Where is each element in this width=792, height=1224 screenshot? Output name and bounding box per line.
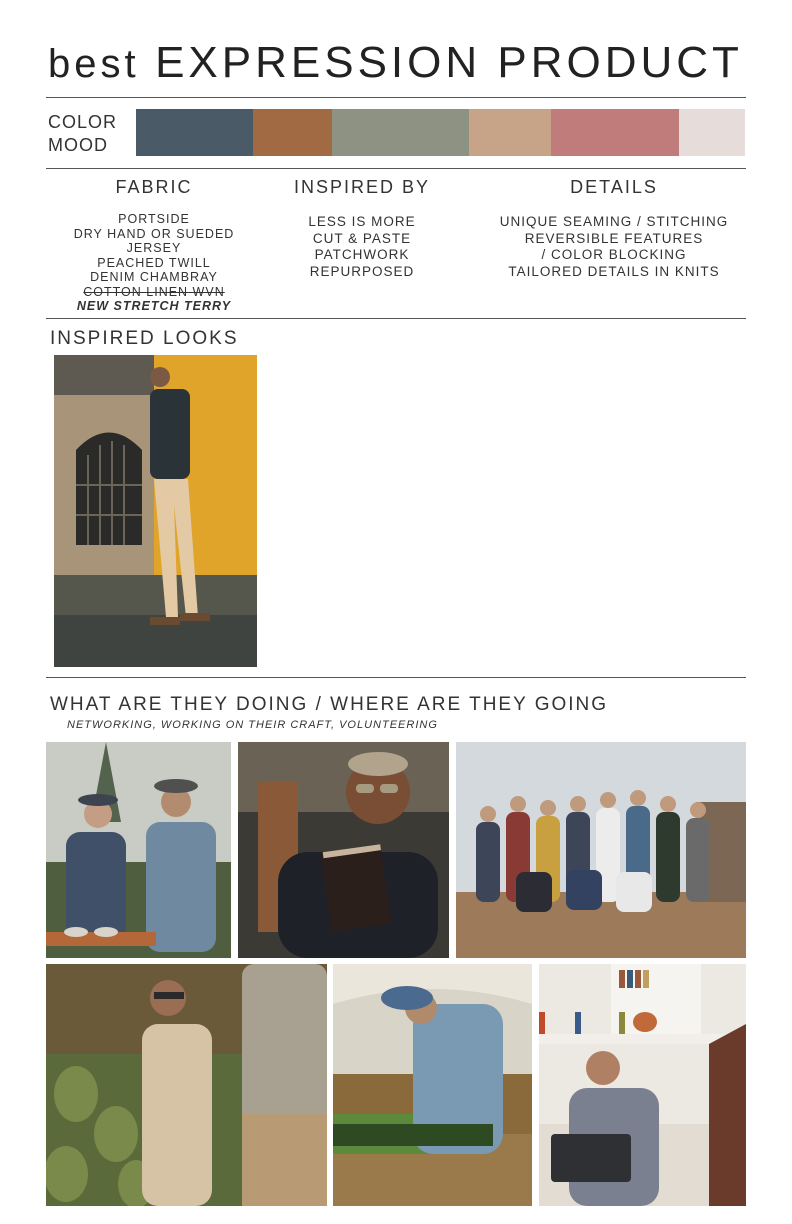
list-item: / COLOR BLOCKING [541, 247, 687, 262]
title-main: EXPRESSION PRODUCT [155, 38, 743, 87]
color-swatch [469, 109, 551, 156]
photo-man-laptop [539, 964, 746, 1206]
details-list [484, 214, 744, 280]
divider [46, 677, 746, 678]
photo-couple-outdoors [46, 742, 231, 958]
title-prefix: best [48, 42, 140, 86]
color-swatch [136, 109, 253, 156]
color-swatch [551, 109, 679, 156]
list-item-struck: COTTON LINEN WVN [83, 284, 225, 299]
color-swatch [679, 109, 745, 156]
activities-heading: WHAT ARE THEY DOING / WHERE ARE THEY GOING [50, 694, 609, 715]
look-photo-man-yellow-wall [54, 355, 257, 667]
details-heading: DETAILS [570, 177, 658, 197]
list-item: PORTSIDE [118, 212, 190, 226]
divider [46, 97, 746, 98]
fabric-list [64, 212, 244, 314]
divider [46, 168, 746, 169]
list-item: REVERSIBLE FEATURES [524, 230, 704, 246]
list-item: PEACHED TWILL [97, 255, 211, 270]
inspired-by-list [272, 214, 452, 280]
activities-subheading: NETWORKING, WORKING ON THEIR CRAFT, VOLUNTEERING [67, 719, 438, 731]
list-item-new: NEW STRETCH TERRY [76, 299, 232, 313]
color-swatch [332, 109, 469, 156]
page-title [48, 38, 743, 88]
list-item: PATCHWORK [314, 247, 410, 262]
list-item: CUT & PASTE [312, 230, 412, 246]
inspired-looks-heading: INSPIRED LOOKS [50, 328, 239, 349]
list-item: DENIM CHAMBRAY [90, 270, 218, 284]
divider [46, 318, 746, 319]
photo-men-in-field [46, 964, 327, 1206]
photo-man-with-book [238, 742, 449, 958]
color-mood-label: COLOR MOOD [48, 112, 118, 155]
list-item: JERSEY [126, 241, 182, 255]
fabric-heading: FABRIC [115, 177, 193, 197]
list-item: LESS IS MORE [308, 214, 416, 229]
list-item: UNIQUE SEAMING / STITCHING [499, 214, 729, 229]
list-item: REPURPOSED [309, 263, 415, 279]
inspired-by-heading: INSPIRED BY [293, 177, 431, 197]
color-swatch-bar [136, 109, 745, 156]
list-item: TAILORED DETAILS IN KNITS [508, 263, 720, 279]
list-item: DRY HAND OR SUEDED [73, 226, 235, 241]
photo-group-team [456, 742, 746, 958]
photo-man-greenhouse [333, 964, 532, 1206]
color-swatch [253, 109, 332, 156]
